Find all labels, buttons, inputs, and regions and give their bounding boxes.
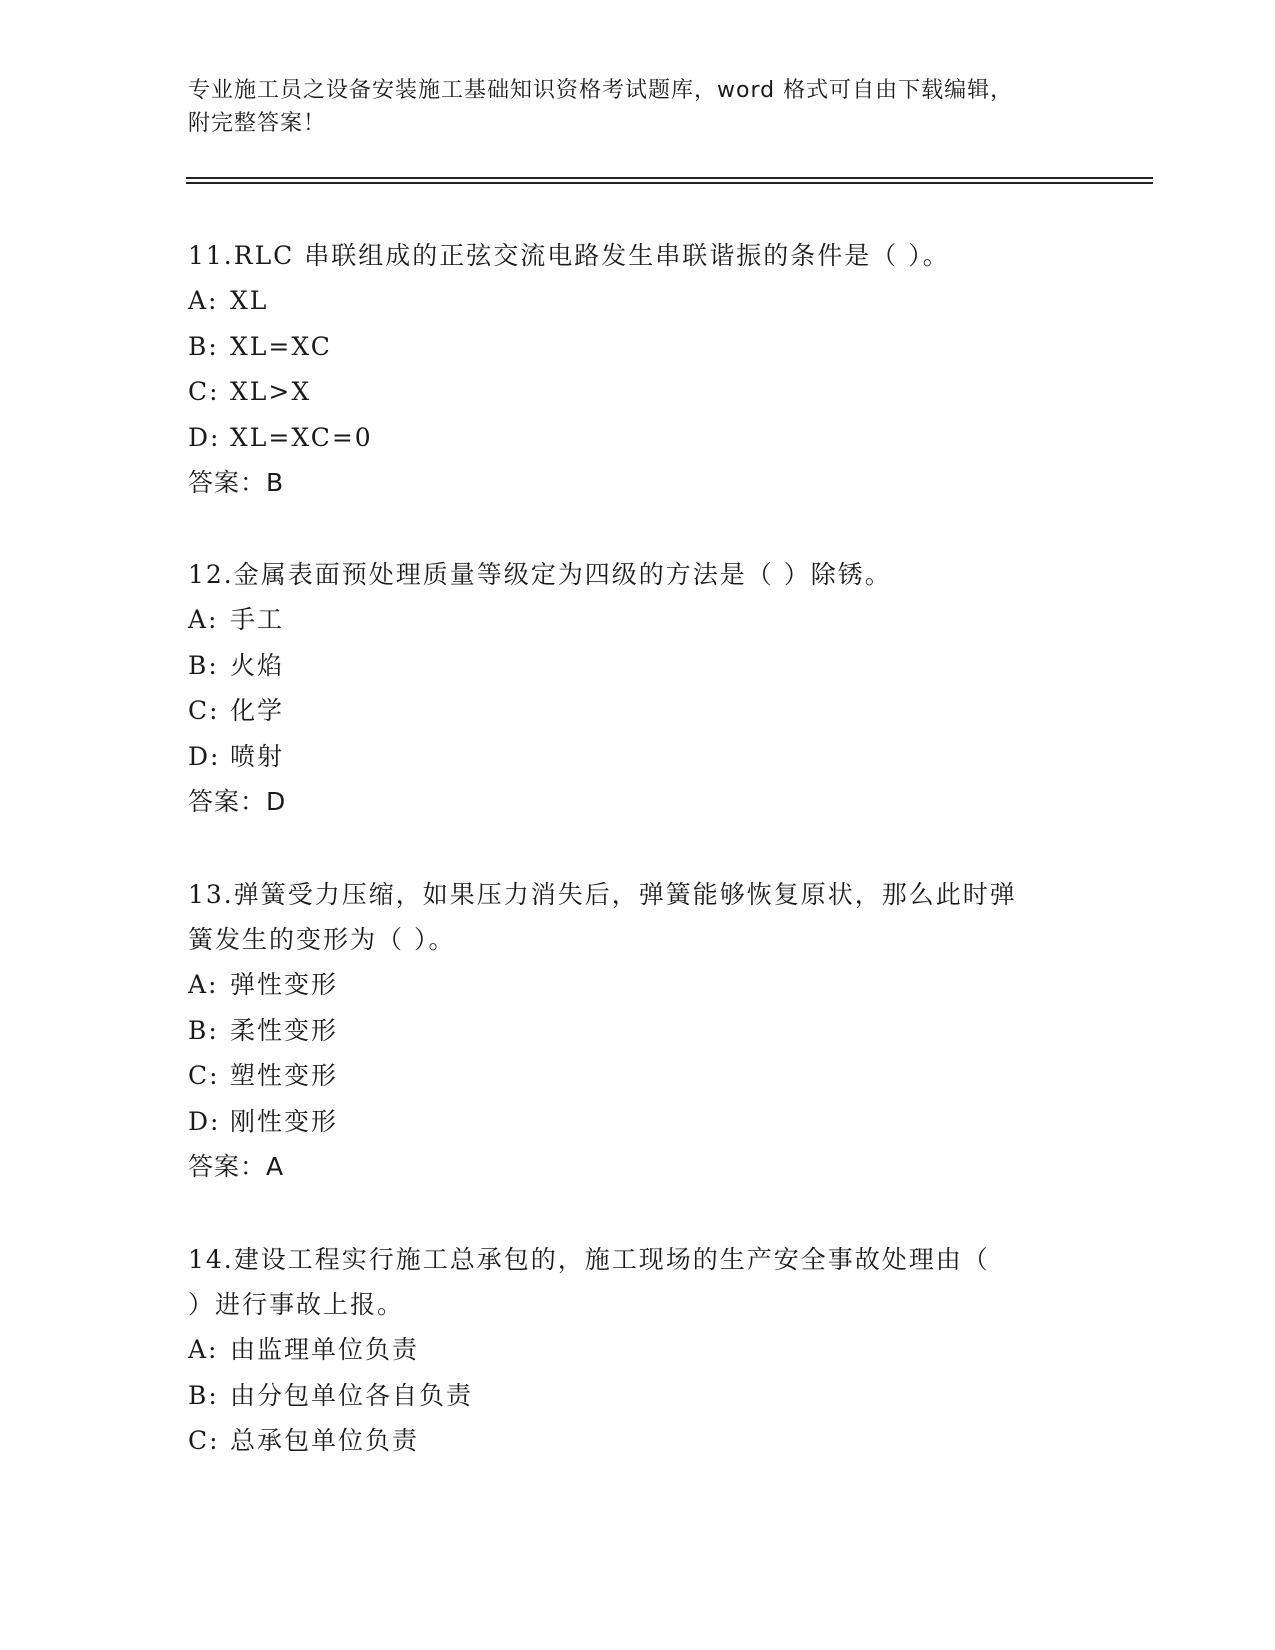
option-key: D: [188,422,221,452]
option-key: C: [188,696,220,725]
option-a [188,597,1088,643]
answer-label: 答案： [188,787,267,816]
option-b [188,1373,1088,1419]
option-d [188,1099,1088,1145]
option-text: XL=XC [230,331,332,361]
option-text: 柔性变形 [230,1015,339,1045]
option-text: 由监理单位负责 [230,1335,420,1364]
option-key: B: [188,650,219,680]
document-header [188,74,1088,140]
option-c [188,1053,1088,1099]
option-text: XL>X [230,377,312,406]
question-stem: 11.RLC 串联组成的正弦交流电路发生串联谐振的条件是（ ）。 [188,241,950,270]
answer-line [188,1144,1088,1189]
header-divider-bottom [186,182,1153,184]
answer-line [188,460,1088,505]
option-key: A: [188,970,219,999]
header-divider-top [186,177,1153,179]
option-text: 火焰 [230,650,285,680]
option-a [188,1327,1088,1373]
option-text: 手工 [230,605,285,634]
option-text: 刚性变形 [230,1106,339,1136]
option-c [188,688,1088,734]
answer-value: B [266,468,285,497]
option-text: 化学 [230,696,285,725]
option-text: 由分包单位各自负责 [230,1380,474,1410]
option-key: C: [188,377,220,406]
answer-label: 答案： [188,1152,267,1181]
question-12 [188,552,1088,824]
option-text: 总承包单位负责 [230,1426,420,1455]
question-stem [188,1237,1088,1327]
option-key: A: [188,286,219,315]
option-c [188,369,1088,415]
option-key: D: [188,1106,221,1136]
option-key: A: [188,1335,219,1364]
header-line-1: 专业施工员之设备安装施工基础知识资格考试题库，word 格式可自由下载编辑， [188,78,1014,103]
option-b [188,643,1088,689]
option-b [188,324,1088,370]
question-stem: 12.金属表面预处理质量等级定为四级的方法是（ ）除锈。 [188,560,892,589]
question-13 [188,872,1088,1189]
option-text: 塑性变形 [230,1061,339,1090]
question-stem-line-1: 14.建设工程实行施工总承包的，施工现场的生产安全事故处理由（ [188,1245,990,1274]
question-14 [188,1237,1088,1464]
option-c [188,1418,1088,1464]
option-a [188,962,1088,1008]
option-text: XL [230,286,269,315]
option-text: XL=XC=0 [230,422,373,452]
option-text: 弹性变形 [230,970,339,999]
option-key: A: [188,605,219,634]
header-line-2: 附完整答案！ [188,111,327,136]
question-stem-line-1: 13.弹簧受力压缩，如果压力消失后，弹簧能够恢复原状，那么此时弹 [188,880,1017,909]
option-key: C: [188,1061,220,1090]
option-d [188,415,1088,461]
option-text: 喷射 [230,741,285,771]
option-d [188,734,1088,780]
option-key: B: [188,1380,219,1410]
answer-label: 答案： [188,468,267,497]
answer-value: A [266,1152,285,1181]
question-stem [188,872,1088,962]
option-key: B: [188,331,219,361]
answer-value: D [266,787,287,816]
answer-line [188,779,1088,824]
option-key: C: [188,1426,220,1455]
option-key: D: [188,741,221,771]
question-stem-line-2: 簧发生的变形为（ ）。 [188,925,456,954]
option-key: B: [188,1015,219,1045]
question-stem-line-2: ）进行事故上报。 [188,1290,405,1319]
option-a [188,278,1088,324]
option-b [188,1008,1088,1054]
question-11 [188,233,1088,505]
